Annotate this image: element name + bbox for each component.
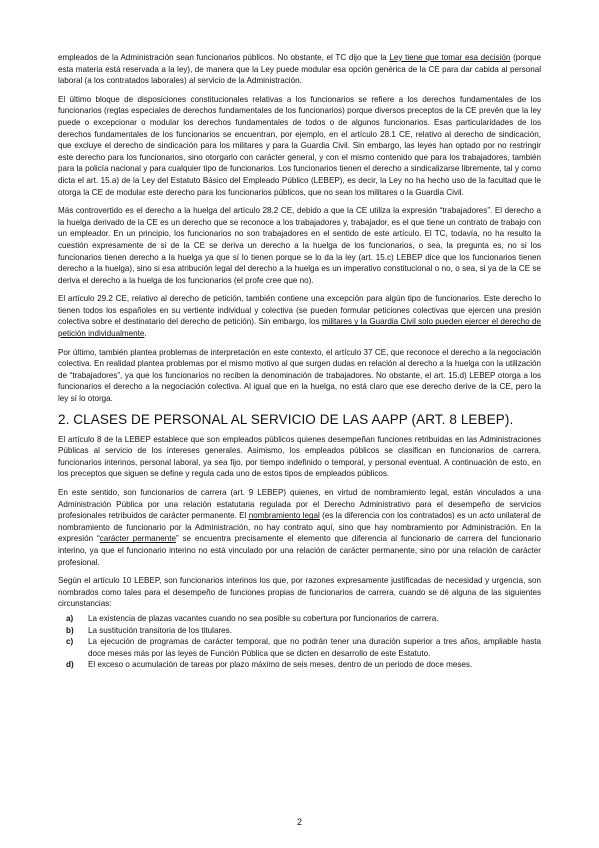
list-marker: b): [66, 625, 74, 635]
paragraph-2: [58, 94, 541, 198]
list-item: [58, 636, 541, 659]
underlined-text: nombramiento legal: [248, 511, 320, 521]
list-item-text: La sustitución transitoria de los titulares.: [88, 625, 232, 635]
text-run: El artículo 8 de la LEBEP establece que son empleados públicos quienes desempeñan funciones retribuidas en las Administraciones Públicas al servicio de los intereses generales. Asimismo, los empleados públicos se clasifican en funcionarios de carrera, funcionarios interinos, personal laboral, ya sea fijo, por tiempo indefinido o temporal, y personal eventual. A continuación de esto, en los preceptos que siguen se define y regula cada uno de estos tipos de empleados públicos.: [58, 434, 541, 479]
page-number: 2: [296, 817, 302, 827]
text-run: El artículo 29.2 CE, relativo al derecho de petición, también contiene una excepción para algún tipo de funcionarios. Este derecho lo tienen todos los españoles en su vertiente individual y colectiva (se pueden formular peticiones colectivas que ejercen una presión colectiva sobre el destinatario del derecho de petición). Sin embargo, los: [58, 294, 541, 327]
list-marker: a): [66, 613, 74, 623]
circumstances-list: [58, 613, 541, 671]
text-run: El último bloque de disposiciones constitucionales relativas a los funcionarios se refiere a los derechos fundamentales de los funcionarios (reglas especiales de derechos fundamentales de los funcionarios) porque diversos preceptos de la CE prevén que la ley puede o excepcionar o modular los derechos fundamentales de todos o de algunos funcionarios. Esas particularidades de los derechos fundamentales de los funcionarios se encuentran, por ejemplo, en el artículo 28.1 CE, relativo al derecho de sindicación, que excluye el derecho de sindicación para los militares y para la Guardia Civil. Sin embargo, las leyes han optado por no restringir este derecho para los funcionarios, sino otorgarlo con carácter general, y con el mismo contenido que para los trabajadores, también para la policía nacional y para cualquier tipo de funcionarios. Los funcionarios tienen el derecho a sindicalizarse libremente, tal y como dicta el art. 15.a) de la Ley del Estatuto Básico del Empleado Público (LEBEP), es decir, la Ley no ha hecho uso de la facultad que le otorga la CE de modular este derecho para los funcionarios públicos, que no sean los militares o la Guardia Civil.: [58, 94, 541, 197]
paragraph-7: [58, 487, 541, 568]
list-item: [58, 613, 541, 625]
list-marker: d): [66, 660, 74, 670]
paragraph-3: [58, 205, 541, 286]
text-run: En este sentido, son funcionarios de carrera (art. 9 LEBEP) quienes, en virtud de nombramiento legal, están vinculados a una Administración Pública por una relación estatutaria regulada por el Derecho Administrativo para el desempeño de servicios profesionales retribuidos de carácter permanente. El: [58, 488, 541, 521]
text-run: empleados de la Administración sean funcionarios públicos. No obstante, el TC dijo que la: [58, 53, 390, 62]
list-item-text: La ejecución de programas de carácter temporal, que no podrán tener una duración superior a tres años, ampliable hasta doce meses más por las leyes de Función Pública que se dicten en desarrollo de este Estatuto.: [88, 637, 541, 658]
underlined-text: Ley tiene que tomar esa decisión: [389, 53, 511, 62]
list-item-text: La existencia de plazas vacantes cuando no sea posible su cobertura por funcionarios de carrera.: [88, 613, 439, 623]
paragraph-1: [58, 52, 541, 87]
text-run: Más controvertido es el derecho a la huelga del artículo 28.2 CE, debido a que la CE utiliza la expresión “trabajadores”. El derecho a la huelga derivado de la CE es un derecho que se reconoce a los trabajadores y, trabajador, es el que tiene un contrato de trabajo con un empleador. En un principio, los funcionarios no son trabajadores en el sentido de este artículo. El TC, todavía, no ha resulto la cuestión expresamente de si de la CE se deriva un derecho a la huelga de los funcionarios, o sea, la pregunta es, no si los funcionarios tienen derecho a la huelga ya que sí lo tienen porque se lo da la ley (art. 15.c) LEBEP dice que los funcionarios tienen derecho a la huelga), sino si esa atribución legal del derecho a la huelga es un imperativo constitucional o no, o sea, si ya de la CE se deriva el derecho a la huelga de los funcionarios (el profe cree que no).: [58, 206, 541, 285]
paragraph-8: [58, 575, 541, 610]
text-run: (es la diferencia con los contratados) es un acto unilateral de nombramiento de funcionario por la Administración, no hay contrato aquí, sino que hay nombramiento por Administración. En la expresión “: [58, 511, 541, 544]
paragraph-6: [58, 434, 541, 480]
section-heading: 2. CLASES DE PERSONAL AL SERVICIO DE LAS AAPP (ART. 8 LEBEP).: [58, 411, 514, 427]
text-run: ” se encuentra precisamente el elemento que diferencia al funcionario de carrera del funcionario interino, ya que el funcionario interino no está vinculado por una relación de carácter permanente, sino por una relación de carácter profesional.: [58, 534, 542, 567]
paragraph-4: [58, 293, 541, 339]
paragraph-5: [58, 347, 541, 405]
text-run: (porque esta materia está reservada a la ley), de manera que la Ley puede modular esa opción genérica de la CE para dar cabida al personal laboral (a los contratados laborales) al servicio de la Administración.: [58, 53, 541, 86]
text-run: Según el artículo 10 LEBEP, son funcionarios interinos los que, por razones expresamente justificadas de necesidad y urgencia, son nombrados como tales para el desempeño de funciones propias de funcionarios de carrera, cuando se dé alguna de las siguientes circunstancias:: [58, 576, 541, 609]
list-item: [58, 625, 541, 637]
list-item-text: El exceso o acumulación de tareas por plazo máximo de seis meses, dentro de un periodo de doce meses.: [88, 660, 473, 670]
list-marker: c): [66, 637, 74, 647]
underlined-text: militares y la Guardia Civil solo pueden ejercer el derecho de petición individualmente: [58, 317, 541, 339]
list-item: [58, 659, 541, 671]
text-run: .: [144, 329, 147, 339]
underlined-text: carácter permanente: [99, 534, 176, 544]
text-run: Por último, también plantea problemas de interpretación en este contexto, el artículo 37 CE, que reconoce el derecho a la negociación colectiva. En realidad plantea problemas por el mismo motivo al que surgen dudas en relación al derecho a la huelga con la utilización de “trabajadores”, ya que los funcionarios no reciben la denominación de trabajadores. No obstante, el art. 15.d) LEBEP otorga a los funcionarios el derecho a la negociación colectiva. Al igual que en la huelga, no está claro que ese derecho derive de la CE, pero la ley sí lo otorga.: [58, 347, 541, 404]
